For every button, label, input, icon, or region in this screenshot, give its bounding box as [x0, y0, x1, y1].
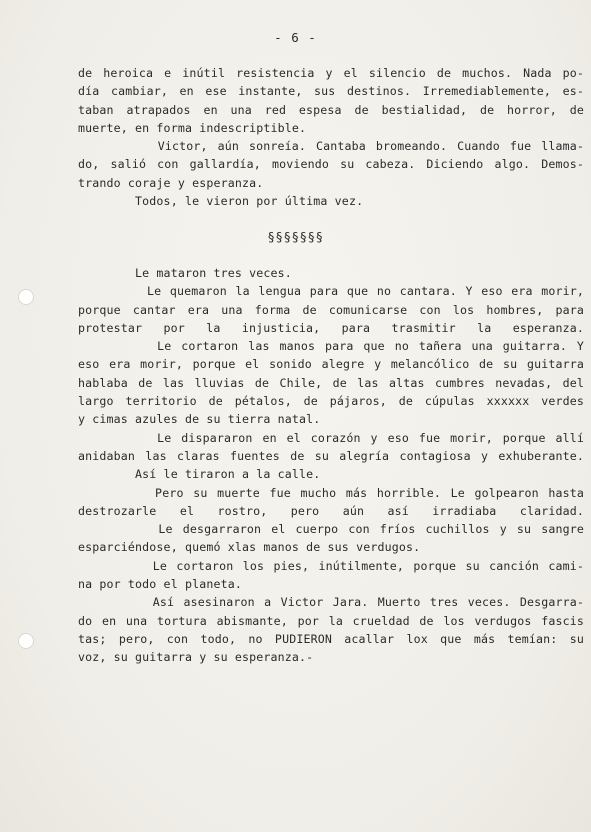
text-block-lower [78, 264, 584, 667]
text-line: do, salió con gallardía, moviendo su cabeza. Diciendo algo. Demos- [78, 157, 584, 172]
text-line: Le cortaron los pies, inútilmente, porque su canción cami- [78, 558, 584, 573]
text-line: Pero su muerte fue mucho más horrible. Le golpearon hasta [78, 485, 584, 500]
text-line: destrozarle el rostro, pero aún así irradiaba claridad. [78, 503, 584, 518]
text-line: Todos, le vieron por última vez. [78, 194, 364, 209]
text-block-upper [78, 64, 584, 210]
text-line: taban atrapados en una red espesa de bestialidad, de horror, de [78, 102, 584, 117]
text-line: Así asesinaron a Victor Jara. Muerto tres veces. Desgarra- [78, 595, 584, 610]
text-line: eso era morir, porque el sonido alegre y melancólico de su guitarra [78, 357, 584, 372]
text-line: trando coraje y esperanza. [78, 175, 264, 190]
text-line: Victor, aún sonreía. Cantaba bromeando. Cuando fue llama- [78, 139, 584, 154]
page-number: - 6 - [274, 30, 317, 45]
text-line: hablaba de las lluvias de Chile, de las altas cumbres nevadas, del [78, 375, 584, 390]
punch-hole-top [18, 289, 34, 305]
text-line: largo territorio de pétalos, de pájaros, de cúpulas xxxxxx verdes [78, 394, 584, 409]
text-line: anidaban las claras fuentes de su alegría contagiosa y exhuberante. [78, 448, 584, 463]
text-line: Le desgarraron el cuerpo con fríos cuchillos y su sangre [78, 522, 584, 537]
text-line: porque cantar era una forma de comunicarse con los hombres, para [78, 302, 584, 317]
text-line: Le cortaron las manos para que no tañera una guitarra. Y [78, 339, 584, 354]
text-line: protestar por la injusticia, para trasmitir la esperanza. [78, 320, 584, 335]
text-line: do en una tortura abismante, por la crueldad de los verdugos fascis [78, 613, 584, 628]
text-line: día cambiar, en ese instante, sus destinos. Irremediablemente, es- [78, 84, 584, 99]
text-line: esparciéndose, quemó xlas manos de sus verdugos. [78, 540, 421, 555]
punch-hole-bottom [18, 633, 34, 649]
text-line: voz, su guitarra y su esperanza.- [78, 650, 314, 665]
text-line: tas; pero, con todo, no PUDIERON acallar lox que más temían: su [78, 631, 584, 646]
text-line: y cimas azules de su tierra natal. [78, 412, 321, 427]
text-line: Le quemaron la lengua para que no cantara. Y eso era morir, [78, 284, 584, 299]
text-line: na por todo el planeta. [78, 577, 242, 592]
text-line: Así le tiraron a la calle. [78, 467, 321, 482]
text-line: Le dispararon en el corazón y eso fue morir, porque allí [78, 430, 584, 445]
text-line: muerte, en forma indescriptible. [78, 120, 307, 135]
text-line: de heroica e inútil resistencia y el silencio de muchos. Nada po- [78, 66, 584, 80]
text-line: Le mataron tres veces. [78, 266, 292, 280]
section-separator: §§§§§§§ [267, 229, 324, 244]
